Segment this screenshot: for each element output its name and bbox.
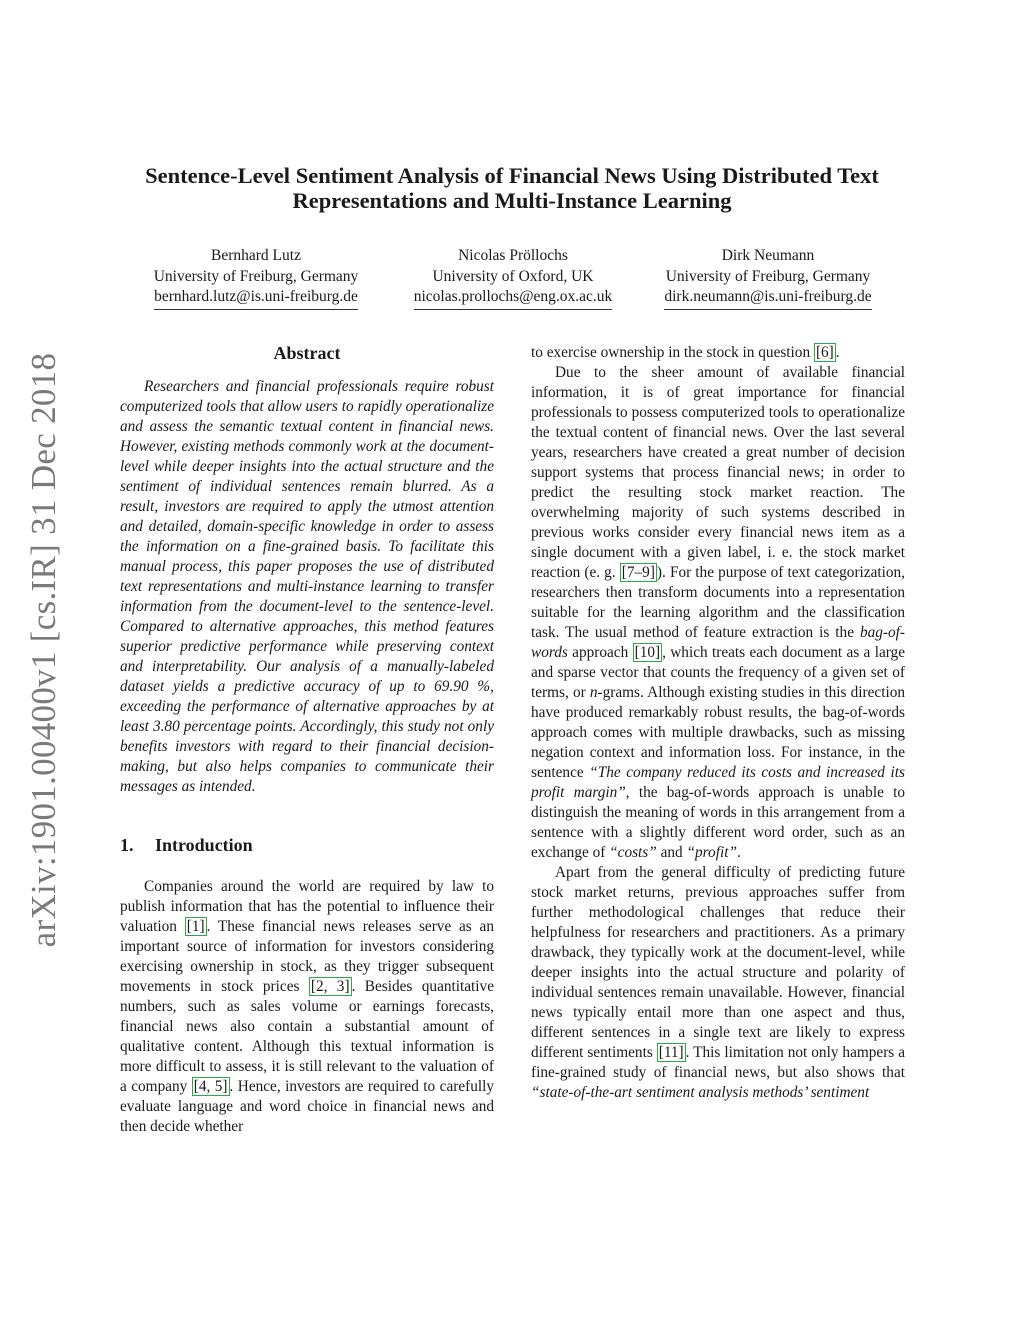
citation-link[interactable]: [10] — [634, 644, 661, 661]
section-number: 1. — [120, 835, 134, 855]
author-email[interactable]: bernhard.lutz@is.uni-freiburg.de — [154, 287, 358, 310]
left-column — [120, 342, 494, 1137]
author-name: Nicolas Pröllochs — [458, 247, 568, 264]
author-email[interactable]: nicolas.prollochs@eng.ox.ac.uk — [414, 287, 613, 310]
citation-link[interactable]: [2, 3] — [310, 978, 350, 995]
author-1 — [116, 246, 396, 310]
author-name: Bernhard Lutz — [211, 247, 301, 264]
author-affiliation: University of Oxford, UK — [432, 267, 594, 285]
intro-paragraph-1: Companies around the world are required by law to publish information that has the potential to influence their valuation [1] . These financial news releases serve as an important source of information for investors considering exercising ownership in stock, as they trigger subsequent movements in stock prices [2, 3] . Besides quantitative numbers, such as sales volume or earnings forecasts, financial news also contain a substantial amount of qualitative content. Although this textual information is more difficult to assess, it is still relevant to the valuation of a company [4, 5] . Hence, investors are required to carefully evaluate language and word choice in financial news and then decide whether — [120, 878, 495, 1135]
author-name: Dirk Neumann — [721, 247, 815, 264]
right-column — [531, 343, 905, 1103]
abstract-heading: Abstract — [273, 343, 341, 363]
arxiv-identifier: arXiv:1901.00400v1 [cs.IR] 31 Dec 2018 — [24, 352, 63, 948]
section-heading-introduction — [120, 834, 494, 856]
citation-link[interactable]: [11] — [658, 1044, 684, 1061]
author-email[interactable]: dirk.neumann@is.uni-freiburg.de — [664, 287, 871, 310]
intro-paragraph-1-continued: to exercise ownership in the stock in question [6] . — [531, 344, 840, 361]
citation-link[interactable]: [6] — [815, 344, 834, 361]
citation-link[interactable]: [7–9] — [621, 564, 655, 581]
author-3 — [628, 246, 908, 310]
citation-link[interactable]: [4, 5] — [193, 1078, 228, 1095]
section-title: Introduction — [155, 835, 253, 855]
paper-title: Sentence-Level Sentiment Analysis of Financial News Using Distributed Text Representations and Multi-Instance Learning — [145, 163, 879, 213]
intro-paragraph-2: Due to the sheer amount of available financial information, it is of great importance for financial professionals to possess computerized tools to operationalize the textual content of financial news. Over the last several years, researchers have created a great number of decision support systems that process financial news; in order to predict the resulting stock market reaction. The overwhelming majority of such systems described in previous works consider every financial news item as a single document with a given label, i. e. the stock market reaction (e. g. [7–9] ). For the purpose of text categorization, researchers then transform documents into a representation suitable for the learning algorithm and the classification task. The usual method of feature extraction is the bag-of-words approach [10] , which treats each document as a large and sparse vector that counts the frequency of a given set of terms, or n-grams. Although existing studies in this direction have produced remarkably robust results, the bag-of-words approach comes with multiple drawbacks, such as missing negation context and information loss. For instance, in the sentence “The company reduced its costs and increased its profit margin”, the bag-of-words approach is unable to distinguish the meaning of words in this arrangement from a sentence with a slightly different word order, such as an exchange of “costs” and “profit”. — [531, 364, 906, 861]
arxiv-side-label — [16, 352, 72, 948]
abstract-text: Researchers and financial professionals require robust computerized tools that allow users to rapidly operationalize and assess the semantic textual content in financial news. However, existing methods commonly work at the document-level while deeper insights into the actual structure and the sentiment of individual sentences remain blurred. As a result, investors are required to apply the utmost attention and detailed, domain-specific knowledge in order to assess the information on a fine-grained basis. To facilitate this manual process, this paper proposes the use of distributed text representations and multi-instance learning to transfer information from the document-level to the sentence-level. Compared to alternative approaches, this method features superior predictive performance while preserving context and interpretability. Our analysis of a manually-labeled dataset yields a predictive accuracy of up to 69.90 %, exceeding the performance of alternative approaches by at least 3.80 percentage points. Accordingly, this study not only benefits investors with regard to their financial decision-making, but also helps companies to communicate their messages as intended. — [120, 378, 494, 795]
author-2 — [373, 246, 653, 310]
author-affiliation: University of Freiburg, Germany — [153, 267, 359, 285]
intro-paragraph-3: Apart from the general difficulty of predicting future stock market returns, previous approaches suffer from further methodological challenges that reduce their helpfulness for researchers and practitioners. As a primary drawback, they typically work at the document-level, while deeper insights into the actual structure and polarity of individual sentences remain unavailable. However, financial news typically entail more than one aspect and thus, different sentences in a single text are likely to express different sentiments [11] . This limitation not only hampers a fine-grained study of financial news, but also shows that “state-of-the-art sentiment analysis methods’ sentiment — [531, 864, 905, 1101]
author-affiliation: University of Freiburg, Germany — [665, 267, 871, 285]
citation-link[interactable]: [1] — [186, 918, 205, 935]
